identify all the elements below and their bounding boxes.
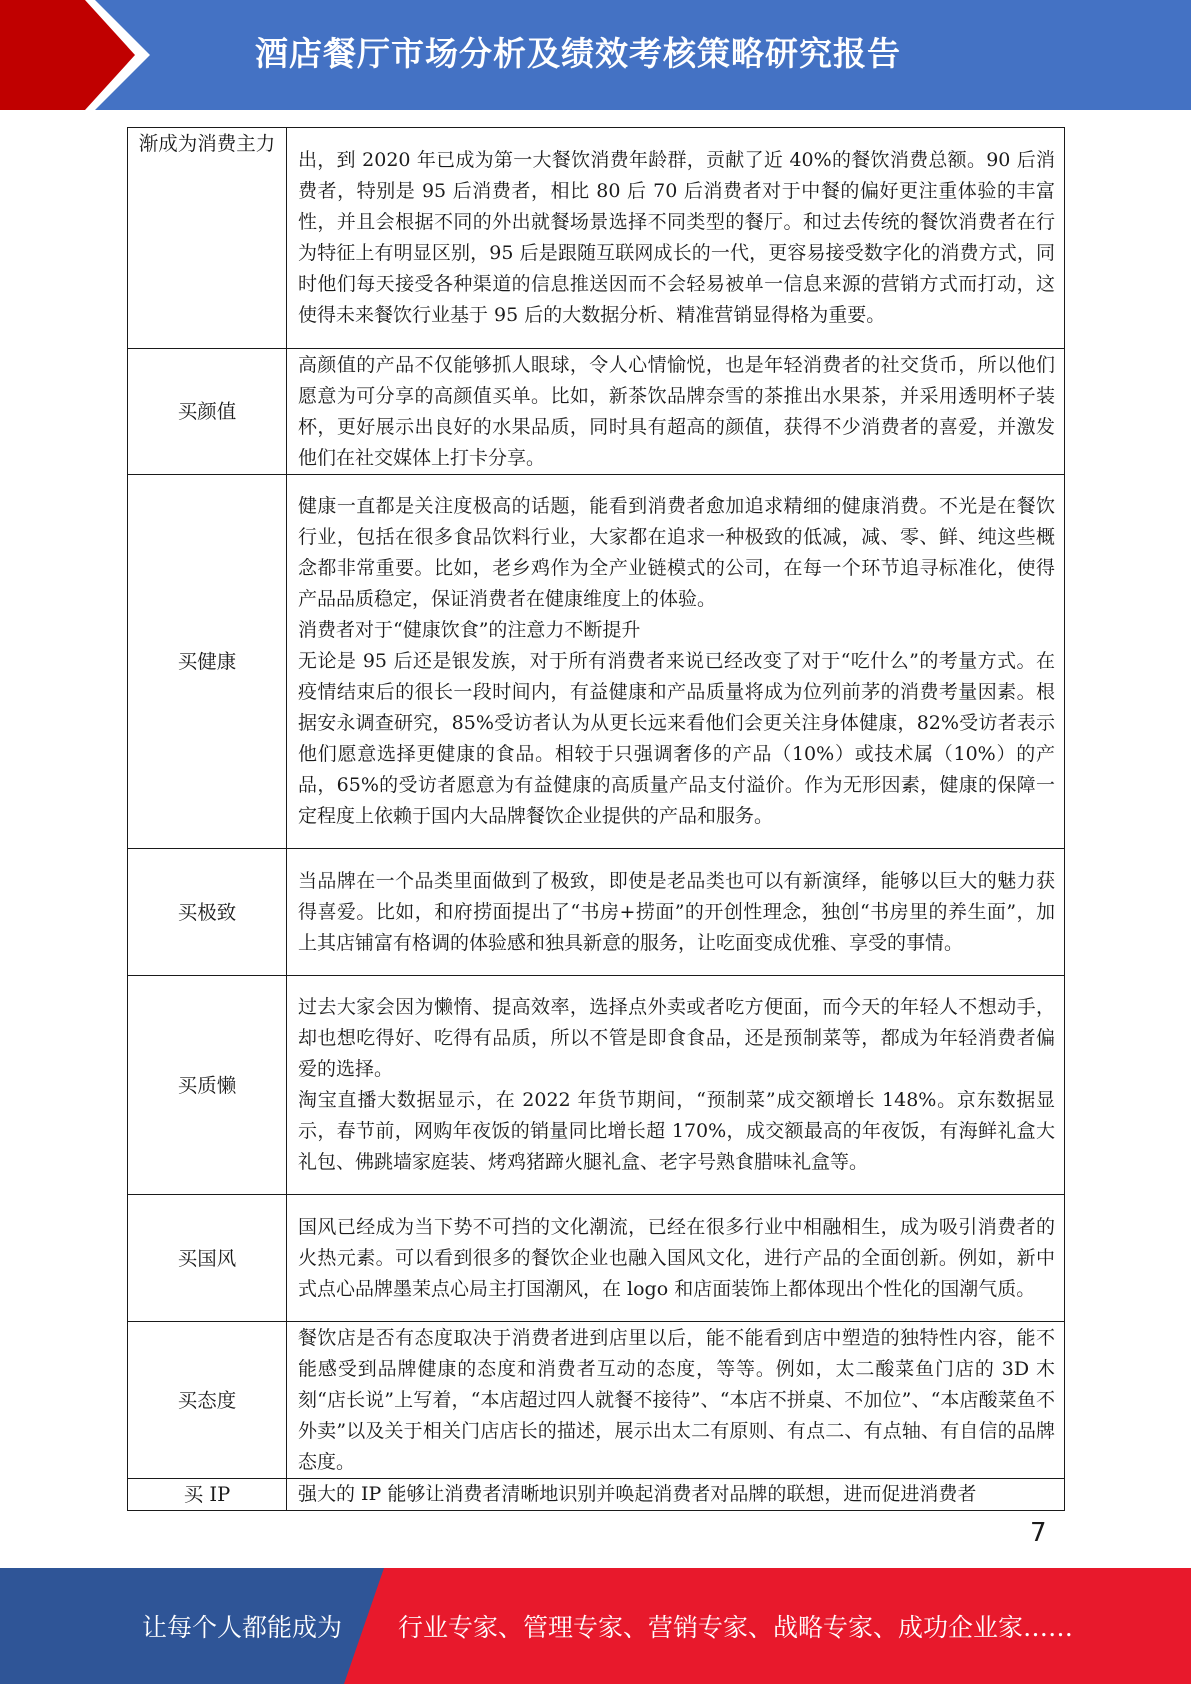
paragraph: 过去大家会因为懒惰、提高效率，选择点外卖或者吃方便面，而今天的年轻人不想动手，却也想吃得好、吃得有品质，所以不管是即食食品，还是预制菜等，都成为年轻消费者偏爱的选择。 bbox=[298, 996, 1055, 1080]
row-content bbox=[287, 128, 1065, 349]
paragraph: 健康一直都是关注度极高的话题，能看到消费者愈加追求精细的健康消费。不光是在餐饮行业，包括在很多食品饮料行业，大家都在追求一种极致的低减，减、零、鲜、纯这些概念都非常重要。比如，老乡鸡作为全产业链模式的公司，在每一个环节追寻标准化，使得产品品质稳定，保证消费者在健康维度上的体验。 bbox=[298, 495, 1055, 610]
row-label: 买极致 bbox=[128, 849, 287, 976]
row-content bbox=[287, 475, 1065, 849]
paragraph: 国风已经成为当下势不可挡的文化潮流，已经在很多行业中相融相生，成为吸引消费者的火热元素。可以看到很多的餐饮企业也融入国风文化，进行产品的全面创新。例如，新中式点心品牌墨茉点心局主打国潮风，在 logo 和店面装饰上都体现出个性化的国潮气质。 bbox=[298, 1215, 1055, 1300]
paragraph: 淘宝直播大数据显示，在 2022 年货节期间，“预制菜”成交额增长 148%。京东数据显示，春节前，网购年夜饭的销量同比增长超 170%，成交额最高的年夜饭，有海鲜礼盒大礼包、佛跳墙家庭装、烤鸡猪蹄火腿礼盒、老字号熟食腊味礼盒等。 bbox=[298, 1089, 1055, 1173]
table-row bbox=[128, 976, 1065, 1195]
content-table bbox=[127, 127, 1065, 1511]
row-label: 买国风 bbox=[128, 1195, 287, 1322]
paragraph: 强大的 IP 能够让消费者清晰地识别并唤起消费者对品牌的联想，进而促进消费者 bbox=[298, 1483, 977, 1505]
table-row bbox=[128, 128, 1065, 349]
row-label: 买质懒 bbox=[128, 976, 287, 1195]
red-chevron-icon bbox=[0, 0, 160, 110]
table-row bbox=[128, 849, 1065, 976]
row-content bbox=[287, 1322, 1065, 1479]
row-content bbox=[287, 1479, 1065, 1511]
row-content bbox=[287, 849, 1065, 976]
paragraph: 高颜值的产品不仅能够抓人眼球，令人心情愉悦，也是年轻消费者的社交货币，所以他们愿意为可分享的高颜值买单。比如，新茶饮品牌奈雪的茶推出水果茶，并采用透明杯子装杯，更好展示出良好的水果品质，同时具有超高的颜值，获得不少消费者的喜爱，并激发他们在社交媒体上打卡分享。 bbox=[298, 353, 1055, 469]
page-title: 酒店餐厅市场分析及绩效考核策略研究报告 bbox=[255, 34, 901, 73]
page-header bbox=[0, 0, 1191, 110]
footer-slogan-left: 让每个人都能成为 bbox=[142, 1613, 343, 1642]
row-content bbox=[287, 976, 1065, 1195]
paragraph: 当品牌在一个品类里面做到了极致，即使是老品类也可以有新演绎，能够以巨大的魅力获得喜爱。比如，和府捞面提出了“书房+捞面”的开创性理念，独创“书房里的养生面”，加上其店铺富有格调的体验感和独具新意的服务，让吃面变成优雅、享受的事情。 bbox=[298, 869, 1055, 954]
table-row bbox=[128, 1195, 1065, 1322]
table-row bbox=[128, 475, 1065, 849]
table-row bbox=[128, 1479, 1065, 1511]
page-footer bbox=[0, 1568, 1191, 1684]
page-number: 7 bbox=[1030, 1518, 1047, 1548]
paragraph: 餐饮店是否有态度取决于消费者进到店里以后，能不能看到店中塑造的独特性内容，能不能感受到品牌健康的态度和消费者互动的态度，等等。例如，太二酸菜鱼门店的 3D 木刻“店长说”上写着，“本店超过四人就餐不接待”、“本店不拼桌、不加位”、“本店酸菜鱼不外卖”以及关于相关门店店长的描述，展示出太二有原则、有点二、有点轴、有自信的品牌态度。 bbox=[298, 1326, 1055, 1473]
row-content bbox=[287, 1195, 1065, 1322]
table-row bbox=[128, 349, 1065, 475]
row-label: 买 IP bbox=[128, 1479, 287, 1511]
row-content bbox=[287, 349, 1065, 475]
row-label: 买健康 bbox=[128, 475, 287, 849]
row-label: 买颜值 bbox=[128, 349, 287, 475]
paragraph: 出，到 2020 年已成为第一大餐饮消费年龄群，贡献了近 40%的餐饮消费总额。90 后消费者，特别是 95 后消费者，相比 80 后 70 后消费者对于中餐的偏好更注重体验的丰富性，并且会根据不同的外出就餐场景选择不同类型的餐厅。和过去传统的餐饮消费者在行为特征上有明显区别，95 后是跟随互联网成长的一代，更容易接受数字化的消费方式，同时他们每天接受各种渠道的信息推送因而不会轻易被单一信息来源的营销方式而打动，这使得未来餐饮行业基于 95 后的大数据分析、精准营销显得格为重要。 bbox=[298, 149, 1055, 326]
table-row bbox=[128, 1322, 1065, 1479]
row-label: 渐成为消费主力 bbox=[128, 128, 287, 349]
paragraph: 无论是 95 后还是银发族，对于所有消费者来说已经改变了对于“吃什么”的考量方式。在疫情结束后的很长一段时间内，有益健康和产品质量将成为位列前茅的消费考量因素。根据安永调查研究，85%受访者认为从更长远来看他们会更关注身体健康，82%受访者表示他们愿意选择更健康的食品。相较于只强调奢侈的产品（10%）或技术属（10%）的产品，65%的受访者愿意为有益健康的高质量产品支付溢价。作为无形因素，健康的保障一定程度上依赖于国内大品牌餐饮企业提供的产品和服务。 bbox=[298, 650, 1055, 827]
footer-slogan-right: 行业专家、管理专家、营销专家、战略专家、成功企业家…… bbox=[398, 1613, 1074, 1642]
paragraph: 消费者对于“健康饮食”的注意力不断提升 bbox=[298, 619, 641, 641]
row-label: 买态度 bbox=[128, 1322, 287, 1479]
